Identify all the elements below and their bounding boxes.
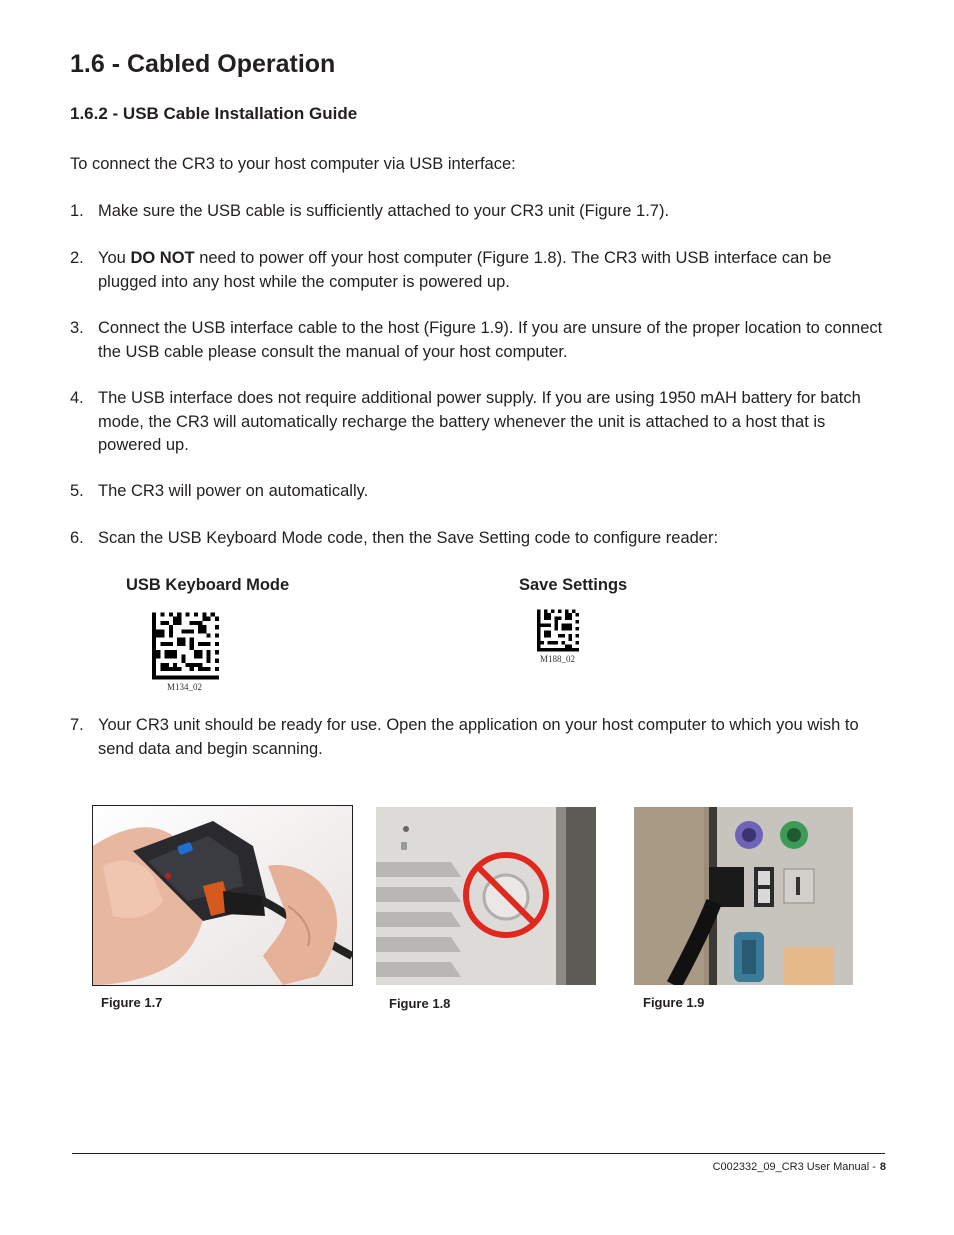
step-number: 2. <box>70 249 84 267</box>
figure-1-7-caption: Figure 1.7 <box>101 995 163 1010</box>
usb-keyboard-mode-datamatrix <box>152 611 219 681</box>
page-title: 1.6 - Cabled Operation <box>70 50 336 78</box>
page-number: 8 <box>879 1161 886 1173</box>
footer-doc-title: C002332_09_CR3 User Manual - <box>712 1161 876 1173</box>
save-settings-label: Save Settings <box>519 576 628 594</box>
step-text: Make sure the USB cable is sufficiently attached to your CR3 unit (Figure 1.7). <box>98 202 670 220</box>
step-number: 4. <box>70 389 84 407</box>
step-number: 7. <box>70 716 84 734</box>
step-number: 5. <box>70 482 84 500</box>
usb-keyboard-mode-label: USB Keyboard Mode <box>126 576 290 594</box>
step-text: Your CR3 unit should be ready for use. Open the application on your host computer to which you wish to send data and begin scanning. <box>98 716 859 758</box>
figure-1-9-caption: Figure 1.9 <box>643 995 705 1010</box>
figure-1-7-image <box>92 805 353 986</box>
step-number: 1. <box>70 202 84 220</box>
footer-divider <box>72 1153 885 1154</box>
page-footer <box>713 1161 886 1173</box>
step-text-pre: You <box>98 249 131 267</box>
step-text: The USB interface does not require additional power supply. If you are using 1950 mAH battery for batch mode, the CR3 will automatically recharge the battery whenever the unit is attached to a host that is powered up. <box>98 389 861 454</box>
figure-1-8-caption: Figure 1.8 <box>389 996 451 1011</box>
save-settings-code: M188_02 <box>540 654 576 664</box>
step-text: The CR3 will power on automatically. <box>98 482 369 500</box>
step-text <box>98 247 890 294</box>
step-text-bold: DO NOT <box>130 249 195 267</box>
save-settings-datamatrix <box>537 609 579 652</box>
intro-text: To connect the CR3 to your host computer via USB interface: <box>70 155 516 173</box>
step-number: 3. <box>70 319 84 337</box>
section-subtitle: 1.6.2 - USB Cable Installation Guide <box>70 104 358 123</box>
usb-keyboard-mode-code: M134_02 <box>167 682 203 692</box>
step-text-post: need to power off your host computer (Figure 1.8). The CR3 with USB interface can be plugged into any host while the computer is powered up. <box>98 249 832 291</box>
figure-1-8-image <box>376 807 596 985</box>
step-number: 6. <box>70 529 84 547</box>
step-text: Connect the USB interface cable to the host (Figure 1.9). If you are unsure of the proper location to connect the USB cable please consult the manual of your host computer. <box>98 319 883 361</box>
step-text: Scan the USB Keyboard Mode code, then the Save Setting code to configure reader: <box>98 529 719 547</box>
figure-1-9-image <box>634 807 853 985</box>
